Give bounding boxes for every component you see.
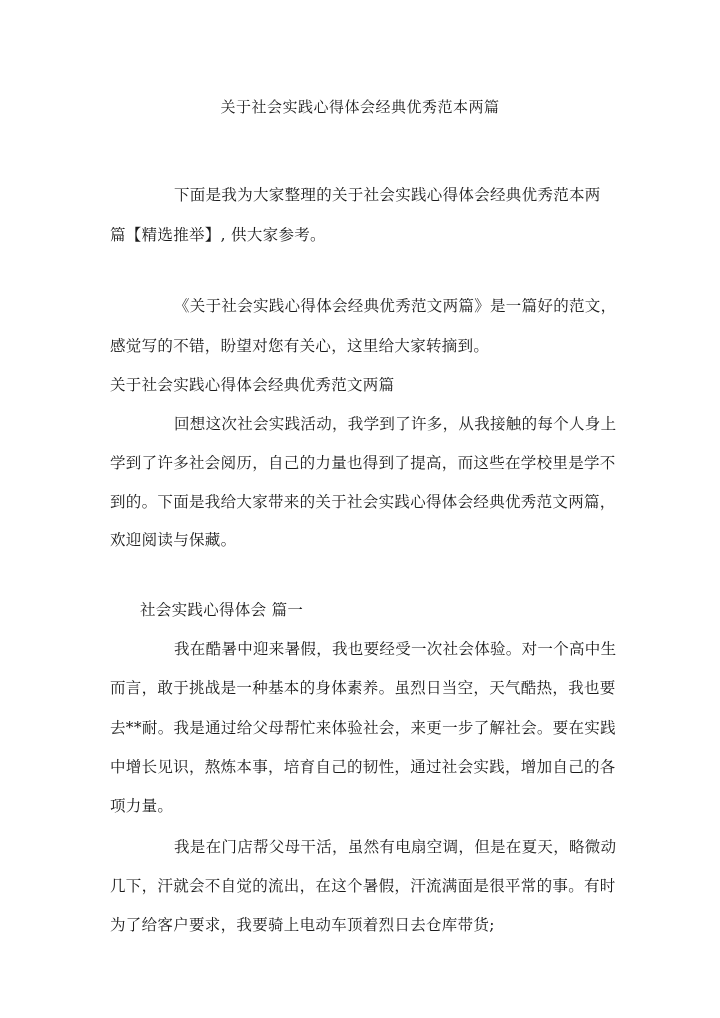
para3-line-3: 去**耐。我是通过给父母帮忙来体验社会，来更一步了解社会。要在实践: [110, 719, 616, 737]
para3-line-5: 项力量。: [110, 797, 174, 815]
para2-line-4: 欢迎阅读与保藏。: [110, 531, 237, 549]
section-heading: 关于社会实践心得体会经典优秀范文两篇: [110, 376, 395, 394]
para4-line-1: 我是在门店帮父母干活，虽然有电扇空调，但是在夏天，略微动: [174, 838, 617, 856]
para1-line-2: 感觉写的不错，盼望对您有关心，这里给大家转摘到。: [110, 337, 490, 355]
para2-line-3: 到的。下面是我给大家带来的关于社会实践心得体会经典优秀范文两篇，: [110, 493, 616, 511]
para2-line-1: 回想这次社会实践活动，我学到了许多，从我接触的每个人身上: [174, 415, 617, 433]
para3-line-2: 而言，敢于挑战是一种基本的身体素养。虽烈日当空，天气酷热，我也要: [110, 679, 616, 697]
para3-line-1: 我在酷暑中迎来暑假，我也要经受一次社会体验。对一个高中生: [174, 640, 617, 658]
para3-line-4: 中增长见识，熬炼本事，培育自己的韧性，通过社会实践，增加自己的各: [110, 758, 616, 776]
para1-line-1: 《关于社会实践心得体会经典优秀范文两篇》是一篇好的范文，: [174, 297, 617, 315]
intro-line-2: 篇【精选推举】, 供大家参考。: [110, 226, 326, 244]
para2-line-2: 学到了许多社会阅历，自己的力量也得到了提高，而这些在学校里是学不: [110, 454, 616, 472]
para4-line-2: 几下，汗就会不自觉的流出，在这个暑假，汗流满面是很平常的事。有时: [110, 877, 616, 895]
document-title: 关于社会实践心得体会经典优秀范本两篇: [220, 98, 500, 116]
section-title: 社会实践心得体会 篇一: [140, 601, 304, 619]
intro-line-1: 下面是我为大家整理的关于社会实践心得体会经典优秀范本两: [174, 186, 601, 204]
para4-line-3: 为了给客户要求，我要骑上电动车顶着烈日去仓库带货;: [110, 916, 495, 934]
